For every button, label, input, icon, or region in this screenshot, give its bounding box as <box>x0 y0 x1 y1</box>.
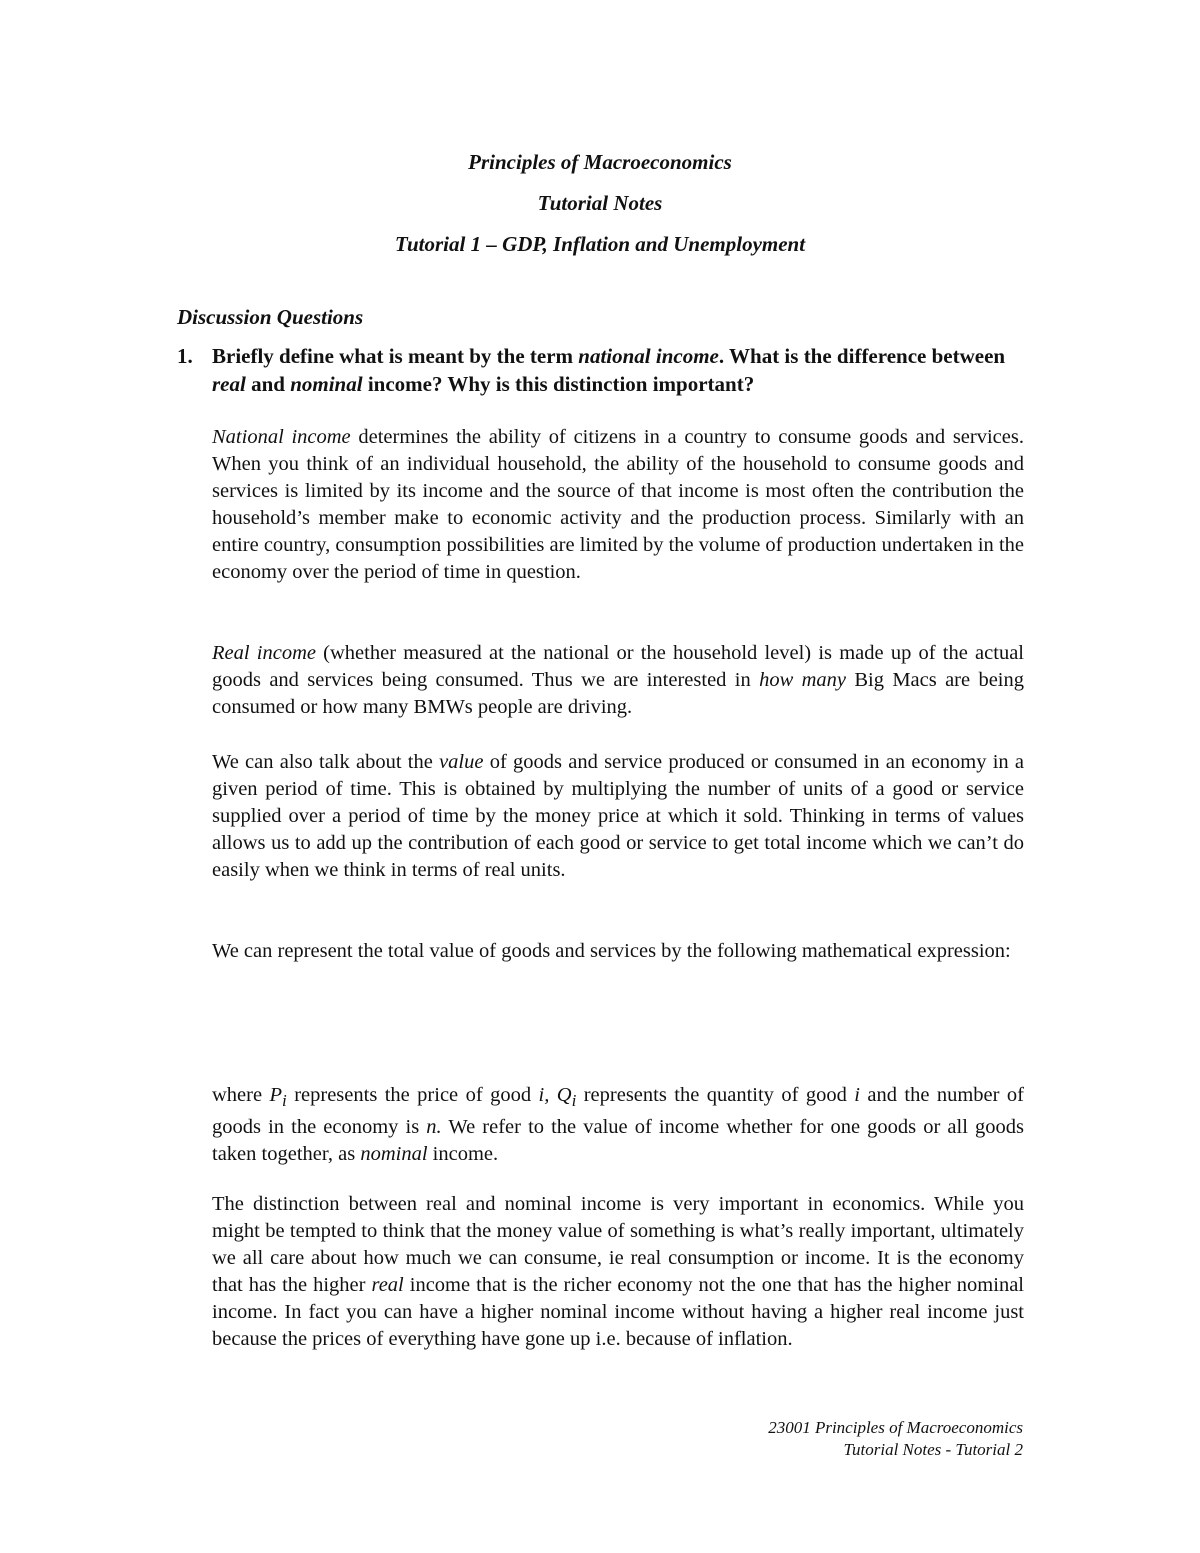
paragraph-expression-intro: We can represent the total value of goods and services by the following mathematical expression: <box>212 940 1011 962</box>
page-footer <box>768 1417 1023 1461</box>
paragraph-real-income: Real income (whether measured at the national or the household level) is made up of the actual goods and services being consumed. Thus we are interested in how many Big Macs are being consumed or how many BMWs people are driving. <box>212 642 1025 718</box>
section-heading: Discussion Questions <box>177 305 364 329</box>
tutorial-title: Tutorial 1 – GDP, Inflation and Unemployment <box>394 232 806 256</box>
paragraph-national-income: National income determines the ability of citizens in a country to consume goods and services. When you think of an individual household, the ability of the household to consume goods and services is limited by its income and the source of that income is most often the contribution the household’s member make to economic activity and the production process. Similarly with an entire country, consumption possibilities are limited by the volume of production undertaken in the economy over the period of time in question. <box>212 426 1024 583</box>
paragraph-value: We can also talk about the value of goods and service produced or consumed in an economy in a given period of time. This is obtained by multiplying the number of units of a good or service supplied over a period of time by the money price at which it sold. Thinking in terms of values allows us to add up the contribution of each good or service to get total income which we can’t do easily when we think in terms of real units. <box>212 751 1025 881</box>
document-subtitle: Tutorial Notes <box>537 191 663 215</box>
question-number: 1. <box>177 344 193 368</box>
question-text: Briefly define what is meant by the term national income. What is the difference between real and nominal income? Why is this distinction important? <box>212 344 1006 396</box>
question-1 <box>177 343 1037 398</box>
footer-tutorial: Tutorial Notes - Tutorial 2 <box>843 1440 1023 1459</box>
footer-course: 23001 Principles of Macroeconomics <box>768 1418 1023 1437</box>
paragraph-where: where $P_i$ represents the price of good i, $Q_i$ represents the quantity of good i and the number of goods in the economy is n. We refer to the value of income whether for one goods or all goods taken together, as nominal income. <box>212 1084 1024 1166</box>
title-block <box>0 142 1200 265</box>
paragraph-distinction: The distinction between real and nominal income is very important in economics. While you might be tempted to think that the money value of something is what’s really important, ultimately we all care about how much we can consume, ie real consumption or income. It is the economy that has the higher real income that is the richer economy not the one that has the higher nominal income. In fact you can have a higher nominal income without having a higher real income just because the prices of everything have gone up i.e. because of inflation. <box>212 1193 1024 1350</box>
document-title: Principles of Macroeconomics <box>468 150 732 174</box>
